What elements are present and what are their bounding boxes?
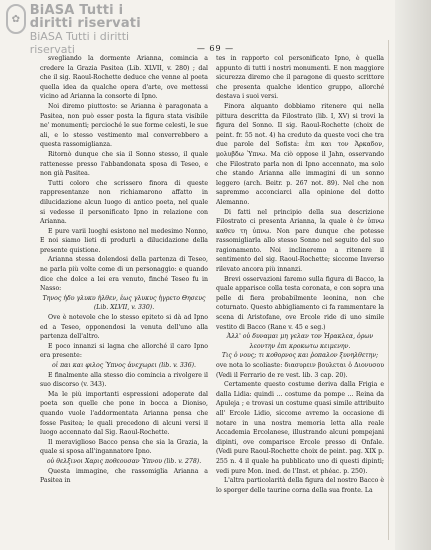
greek-quote: Τηνος ἡδυ γλυκυ ἠλθεν, ἑως γλυκυς ἠγρετο Θησευς: [42, 294, 206, 302]
paragraph: Arianna stessa dolendosi della partenza di Teseo, ne parla più volte come di un personaggio: e quando dice che dolce a lei era venuto, finché Teseo fu in Nasso:: [40, 256, 208, 293]
paragraph: tes in rapporto col personificato Ipno, è quella appunto di tutti i nostri monumenti. E non maggiore sicurezza diremo che il paragone di questo scrittore che presenta qualche identico gruppo, allorché destava i suoi versi.: [216, 55, 384, 101]
watermark-line-1: BiASA Tutti i diritti riservati: [29, 3, 141, 31]
paragraph: Questa immagine, che rassomiglia Arianna a Pasitea in: [40, 467, 208, 485]
paragraph: Il meraviglioso Bacco pensa che sia la Grazia, la quale si sposa all'ingannatore Ipno.: [40, 438, 208, 456]
paragraph: Tutti coloro che scrissero finora di queste rappresentanze non richiamarono affatto in dilucidazione alcun luogo di antico poeta, nel quale si vedesse il personificato Ipno in relazione con Arianna.: [40, 179, 208, 226]
paragraph: L'altra particolarità della figura del nostro Bacco è lo sporger delle taurine corna della sua fronte. La: [216, 477, 384, 494]
paragraph: Certamente questo costume deriva dalla Frigia e dalla Lidia: quindi ... costume da pompe ... Reina da Apuleja ; e trovasi un costume quasi simile attribuito all' Ercole Lidio, siccome avremo la occasione di notare in una nostra memoria letta alla reale Accademia Ercolanese, illustrando alcuni pompejani dipinti, ove comparisce Ercole presso di Onfale. (Vedi pure Raoul-Rochette choix de peint. pag. XIX p. 255 n. 4 il quale ha pubblicato uno di questi dipinti; vedi pure Mon. ined. de l'Inst. et phéac. p. 250).: [216, 381, 384, 475]
watermark: [6, 3, 156, 56]
paragraph: Finora alquanto dobbiamo ritenere qui nella pittura descritta da Filostrato (lib. I, XV) si trovi la figura del Sonno. Il sig. Raoul-Rochette (choix de peint. fr. 55 not. 4) ha creduto da queste voci che tra due parole del Sofista: ἐπι και τον Ἀρκαδον, μολυβδω Ὑπνω. Ma ciò oppose il Jahn, osservando che Filostrato parla non di Ipno accennato, ma solo che stando Arianna alle immagini di un sonno leggero (arch. Beitr. p. 267 not. 89). Nel che non sapremmo acconciarci alla opinione del dotto Alemanno.: [216, 102, 384, 206]
paragraph: Ritornò dunque che sia il Sonno stesso, il quale rattenesse presso l'abbandonata sposa di Teseo, e non già Pasitea.: [40, 150, 208, 178]
page-number: — 69 —: [196, 44, 235, 53]
paragraph: Brevi osservazioni faremo sulla figura di Bacco, la quale apparisce colla testa coronata, e con sopra una pelle di fiera probabilmente leonina, non che coturnato. Questo abbigliamento ci fa rammentare la scena di Aristofane, ove Ercole ride di uno simile vestito di Bacco (Rane v. 45 e seg.): [216, 275, 384, 331]
watermark-line-2: BiASA Tutti i diritti riservati: [29, 30, 130, 56]
greek-quote: Ἀλλ' οὐ δυναμαι μη γελαν τον Ἡρακλεα, ὁρων λεοντην ἐπι κροκωτω κειμενην.: [226, 333, 374, 350]
paragraph: svegliando la dormente Arianna, comincia a credere la Grazia Pasitea (Lib. XLVII, v. 280) ; dal che il sig. Raoul-Rochette deduce che venne al poeta quella idea da qualche opera d'arte, ove mettessi vicino ad Arianna la consorte di Ipno.: [40, 55, 208, 101]
paragraph: Di fatti nel principio della sua descrizione Filostrato ci presenta Arianna, la quale è ἐν ὑπνω καθευ τη ὑπνω. Non pare dunque che potesse rassomigliarla allo stesso Sonno nel seguito del suo ragionamento. Noi inclineremo a ritenere il sentimento del sig. Raoul-Rochette; siccome Inverso rilevato ancora più innanzi.: [216, 208, 384, 274]
paragraph: ove nota lo scoliaste: διασυρειν βουλεται ὁ Διονυσου (Vedi il Ferrario de re vest. lib. 3 cap. 20).: [216, 362, 384, 379]
greek-quote: οἱ παι και φιλος Ὑπνος ἀνεχωρει (lib. v. 336).: [51, 362, 197, 369]
right-column: [216, 54, 384, 495]
paragraph: E poco innanzi si lagna che allorché il caro Ipno era presente:: [40, 342, 208, 360]
greek-quote: Τις ὁ νους; τι κοθορνος και ῥοπαλον ξυνηλθετην;: [221, 352, 379, 360]
paragraph: Ma le più importanti espressioni adoperate dal poeta son quelle che pone in bocca a Dioniso, quando vuole l'addormentata Arianna pensa che fosse Pasitea; le quali precedono di alcuni versi il luogo accennato dal Sig. Raoul-Rochette.: [40, 390, 208, 437]
left-column: [40, 54, 208, 486]
biasa-logo-icon: ✿: [6, 4, 26, 34]
page-edge: [395, 0, 431, 550]
greek-quote: οὐ θελξινοι Χαρις ποθεουσαν Ὑπνου (lib. v. 278).: [46, 457, 202, 465]
paragraph: E finalmente alla stesso dio comincia a rivolgere il suo discorso (v. 343).: [40, 371, 208, 389]
paragraph: Ove è notevole che lo stesso epiteto si dà ad Ipno ed a Teseo, opponendosi la venuta dell'uno alla partenza dell'altro.: [40, 314, 208, 341]
citation: (Lib. XLVII, v. 330).: [93, 304, 155, 312]
paragraph: E pure varii luoghi esistono nel medesimo Nonno, E noi siamo lieti di produrli a dilucidazione della presente quistione.: [40, 227, 208, 254]
paragraph: Noi diremo piuttosto: se Arianna è paragonata a Pasitea, non può esser posta la figura stata visibile ne' monumenti; percioché le sue forme celesti, le sue ali, e lo stesso vestimento mal converrebbero a questa rassomiglianza.: [40, 102, 208, 149]
page-fold: [388, 40, 389, 540]
